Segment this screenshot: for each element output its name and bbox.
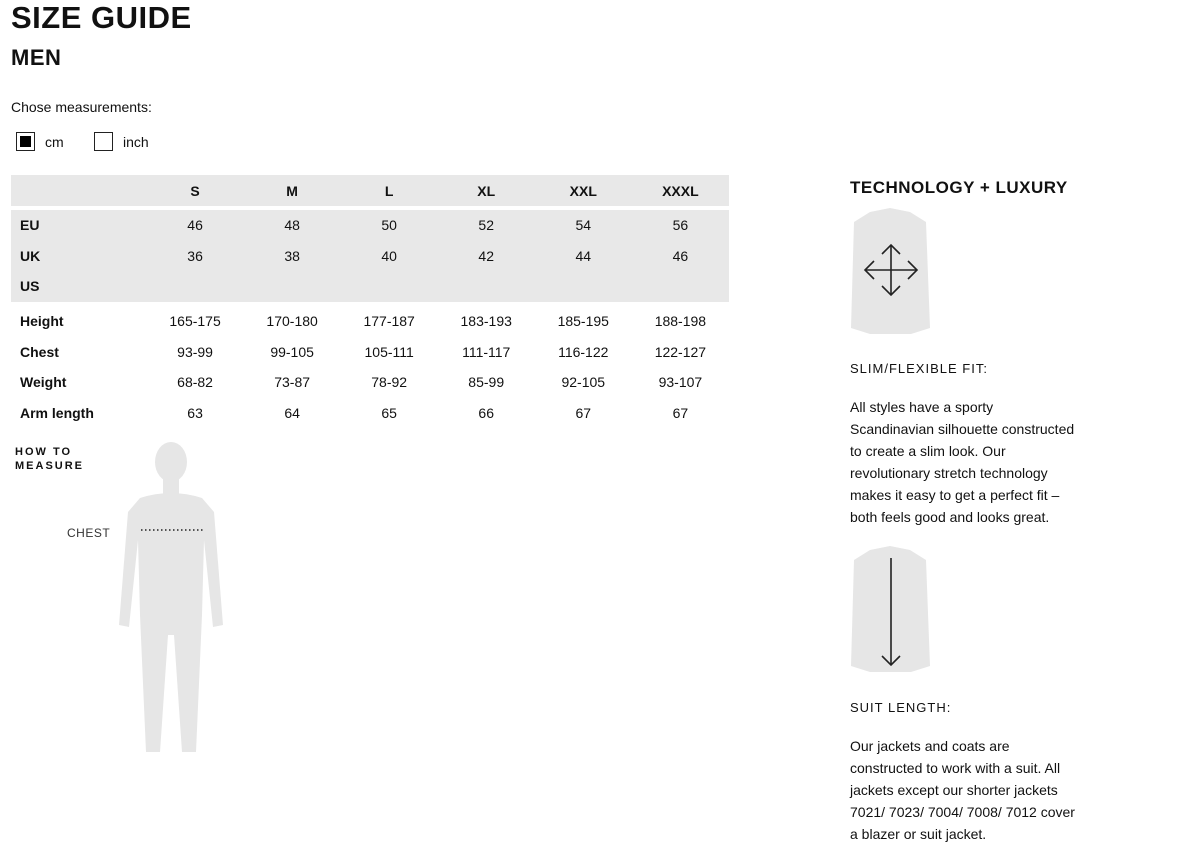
table-cell <box>244 271 341 302</box>
text-line: constructed to work with a suit. All <box>850 760 1061 776</box>
text-line: revolutionary stretch technology <box>850 465 1048 481</box>
table-cell: 63 <box>187 404 203 421</box>
unit-option-inch[interactable] <box>94 132 149 151</box>
how-to-measure-heading <box>15 445 84 473</box>
row-label: Arm length <box>20 404 94 421</box>
units-prompt: Chose measurements: <box>11 99 152 115</box>
table-cell: 99-105 <box>270 343 314 360</box>
move-arrows-icon <box>862 242 920 298</box>
header-empty-cell <box>11 175 147 206</box>
chest-label: CHEST <box>67 526 111 540</box>
table-cell: 165-175 <box>169 313 221 330</box>
inch-label: inch <box>123 133 149 150</box>
table-row <box>11 210 729 241</box>
page-subtitle: MEN <box>11 45 62 70</box>
column-header: XXL <box>535 175 632 206</box>
slim-fit-heading: SLIM/FLEXIBLE FIT: <box>850 361 988 376</box>
text-line: jackets except our shorter jackets <box>850 782 1058 798</box>
table-cell: 65 <box>381 404 397 421</box>
table-row <box>11 367 729 398</box>
unit-option-cm[interactable] <box>16 132 64 151</box>
table-cell: 36 <box>147 241 244 272</box>
table-cell <box>147 271 244 302</box>
table-cell: 188-198 <box>654 313 707 330</box>
cm-label: cm <box>45 133 64 150</box>
body-silhouette-icon <box>110 440 235 755</box>
table-row <box>11 398 729 429</box>
text-line: Our jackets and coats are <box>850 738 1010 754</box>
table-cell: 177-187 <box>363 313 415 330</box>
table-cell: 85-99 <box>468 374 505 391</box>
text-line: 7021/ 7023/ 7004/ 7008/ 7012 cover <box>850 804 1075 820</box>
slim-fit-text <box>850 396 1105 528</box>
table-cell: 44 <box>535 241 632 272</box>
column-header: M <box>244 175 341 206</box>
table-cell: 50 <box>341 210 438 241</box>
table-cell: 52 <box>438 210 535 241</box>
table-cell: 46 <box>147 210 244 241</box>
text-line: to create a slim look. Our <box>850 443 1006 459</box>
row-label: Weight <box>20 374 67 391</box>
row-label: EU <box>11 210 147 241</box>
table-header-row <box>11 175 729 206</box>
text-line: both feels good and looks great. <box>850 509 1050 525</box>
suit-length-text <box>850 735 1105 845</box>
table-cell: 38 <box>244 241 341 272</box>
row-label: US <box>11 271 147 302</box>
row-label: Height <box>20 313 64 330</box>
suit-length-heading: SUIT LENGTH: <box>850 700 952 715</box>
table-cell: 185-195 <box>557 313 609 330</box>
table-cell: 56 <box>632 210 729 241</box>
row-label: Chest <box>20 343 59 360</box>
table-cell <box>632 271 729 302</box>
table-cell: 46 <box>632 241 729 272</box>
table-cell: 67 <box>672 404 689 421</box>
table-cell: 92-105 <box>561 374 606 391</box>
column-header: XL <box>438 175 535 206</box>
text-line: a blazer or suit jacket. <box>850 826 987 842</box>
table-cell <box>438 271 535 302</box>
table-cell <box>341 271 438 302</box>
chest-dotted-line <box>140 526 206 534</box>
table-cell: 170-180 <box>266 313 318 330</box>
table-cell: 54 <box>535 210 632 241</box>
text-line: makes it easy to get a perfect fit – <box>850 487 1060 503</box>
column-header: S <box>147 175 244 206</box>
tech-title: TECHNOLOGY + LUXURY <box>850 178 1068 197</box>
table-cell: 105-111 <box>364 343 414 360</box>
table-cell: 122-127 <box>654 343 707 360</box>
table-cell: 78-92 <box>371 374 408 391</box>
down-arrow-icon <box>878 556 904 668</box>
column-header: XXXL <box>632 175 729 206</box>
table-row <box>11 336 729 367</box>
table-row <box>11 306 729 337</box>
table-cell: 183-193 <box>460 313 512 330</box>
table-cell: 67 <box>575 404 592 421</box>
table-cell: 66 <box>478 404 494 421</box>
table-cell: 42 <box>438 241 535 272</box>
table-row <box>11 271 729 302</box>
measure-line: MEASURE <box>15 460 85 472</box>
table-cell: 64 <box>284 404 300 421</box>
how-to-line: HOW TO <box>15 446 73 458</box>
table-cell: 73-87 <box>274 374 311 391</box>
page-title: SIZE GUIDE <box>11 0 192 35</box>
table-cell: 40 <box>341 241 438 272</box>
table-cell: 93-107 <box>658 374 703 391</box>
inch-checkbox[interactable] <box>94 132 113 151</box>
text-line: All styles have a sporty <box>850 399 994 415</box>
column-header: L <box>341 175 438 206</box>
table-cell <box>535 271 632 302</box>
table-cell: 48 <box>244 210 341 241</box>
table-cell: 116-122 <box>558 343 609 360</box>
cm-checkbox[interactable] <box>16 132 35 151</box>
table-cell: 68-82 <box>177 374 213 391</box>
text-line: Scandinavian silhouette constructed <box>850 421 1075 437</box>
table-row <box>11 241 729 272</box>
table-cell: 93-99 <box>177 343 213 360</box>
table-cell: 111-117 <box>462 343 511 360</box>
size-table <box>11 175 729 428</box>
row-label: UK <box>11 241 147 272</box>
